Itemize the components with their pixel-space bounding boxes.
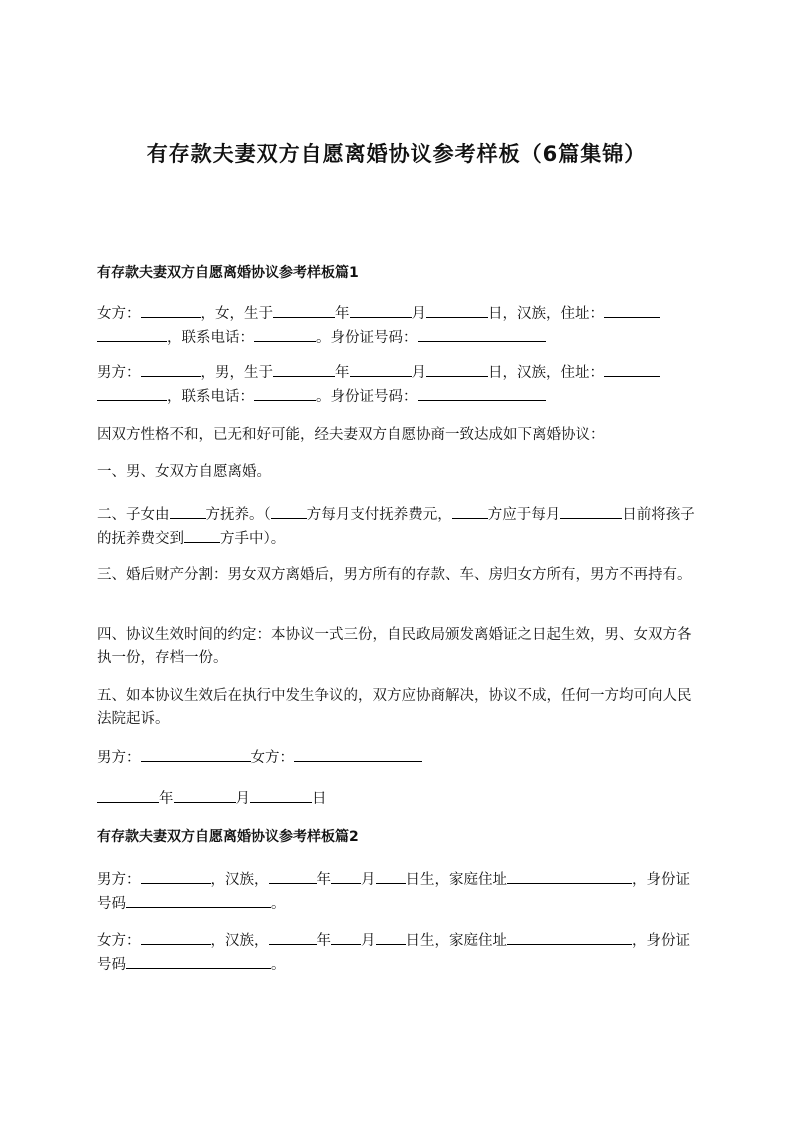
day-blank (376, 868, 406, 884)
clause-2 (97, 503, 697, 551)
text: ，男，生于 (200, 365, 273, 381)
text: 二、子女由 (97, 507, 170, 523)
phone-blank (254, 326, 316, 342)
text: 。身份证号码： (316, 389, 418, 405)
year-blank (269, 929, 317, 945)
name-blank (141, 868, 211, 884)
text: ，汉族， (210, 872, 269, 888)
male-info-paragraph (97, 361, 697, 409)
name-blank (141, 302, 201, 318)
clause-5: 五、如本协议生效后在执行中发生争议的，双方应协商解决，协议不成，任何一方均可向人民法院起诉。 (97, 688, 692, 727)
intro-paragraph: 因双方性格不和，已无和好可能，经夫妻双方自愿协商一致达成如下离婚协议： (97, 427, 605, 443)
blank (184, 527, 220, 543)
text: 月 (361, 872, 376, 888)
month-blank (331, 929, 361, 945)
address-blank (507, 929, 632, 945)
text: 。 (271, 896, 286, 912)
text: 日，汉族，住址： (488, 365, 604, 381)
text: 方应于每月 (487, 507, 561, 523)
month-blank (174, 787, 236, 803)
text: ，汉族， (210, 933, 269, 949)
text: 月 (411, 306, 426, 322)
blank (170, 503, 206, 519)
text: 日生，家庭住址 (405, 933, 507, 949)
address-blank-2 (97, 385, 167, 401)
address-blank-2 (97, 326, 167, 342)
female-info-paragraph-2 (97, 929, 697, 977)
address-blank (507, 868, 632, 884)
text: ，联系电话： (167, 389, 254, 405)
text: 。 (271, 957, 286, 973)
text: ，身份证号码 (97, 872, 690, 912)
text: 男方： (97, 365, 141, 381)
year-blank (97, 787, 159, 803)
text: 年 (316, 933, 331, 949)
text: 月 (235, 791, 250, 807)
text: 日生，家庭住址 (405, 872, 507, 888)
clause-3: 三、婚后财产分割：男女双方离婚后，男方所有的存款、车、房归女方所有，男方不再持有。 (97, 567, 692, 583)
name-blank (141, 361, 201, 377)
text: 方抚养。（ (205, 507, 271, 523)
month-blank (350, 361, 412, 377)
id-blank (418, 326, 546, 342)
section-heading-2: 有存款夫妻双方自愿离婚协议参考样板篇2 (97, 829, 359, 845)
clause-4: 四、协议生效时间的约定：本协议一式三份，自民政局颁发离婚证之日起生效，男、女双方各执一份，存档一份。 (97, 627, 692, 666)
text: 月 (361, 933, 376, 949)
text: 日，汉族，住址： (488, 306, 604, 322)
document-title: 有存款夫妻双方自愿离婚协议参考样板（6篇集锦） (146, 142, 647, 166)
day-blank (376, 929, 406, 945)
name-blank (141, 929, 211, 945)
address-blank (604, 361, 660, 377)
blank (452, 503, 488, 519)
text: 月 (411, 365, 426, 381)
text: 女方： (97, 933, 141, 949)
text: 日 (312, 791, 327, 807)
day-blank (426, 302, 488, 318)
text: 男方： (97, 750, 141, 766)
text: 日前将孩子的抚养费交到 (97, 507, 695, 547)
text: 方每月支付抚养费元， (306, 507, 452, 523)
day-blank (250, 787, 312, 803)
text: 方手中）。 (220, 531, 286, 547)
date-line (97, 787, 697, 811)
blank (271, 503, 307, 519)
year-blank (273, 302, 335, 318)
id-blank (126, 953, 271, 969)
text: 。身份证号码： (316, 330, 418, 346)
male-info-paragraph-2 (97, 868, 697, 916)
text: 女方： (97, 306, 141, 322)
text: ，联系电话： (167, 330, 254, 346)
female-signature-blank (294, 746, 422, 762)
text: ，女，生于 (200, 306, 273, 322)
text: 男方： (97, 872, 141, 888)
day-blank (426, 361, 488, 377)
text: 年 (159, 791, 174, 807)
female-info-paragraph (97, 302, 697, 350)
year-blank (269, 868, 317, 884)
address-blank (604, 302, 660, 318)
section-heading-1: 有存款夫妻双方自愿离婚协议参考样板篇1 (97, 265, 359, 281)
male-signature-blank (141, 746, 251, 762)
phone-blank (254, 385, 316, 401)
id-blank (126, 892, 271, 908)
text: 年 (335, 365, 350, 381)
text: 年 (335, 306, 350, 322)
clause-1: 一、男、女双方自愿离婚。 (97, 464, 271, 480)
text: 年 (316, 872, 331, 888)
text: 女方： (250, 750, 294, 766)
signature-line (97, 746, 697, 770)
month-blank (331, 868, 361, 884)
id-blank (418, 385, 546, 401)
month-blank (350, 302, 412, 318)
year-blank (273, 361, 335, 377)
blank (560, 503, 622, 519)
text: ，身份证号码 (97, 933, 690, 973)
